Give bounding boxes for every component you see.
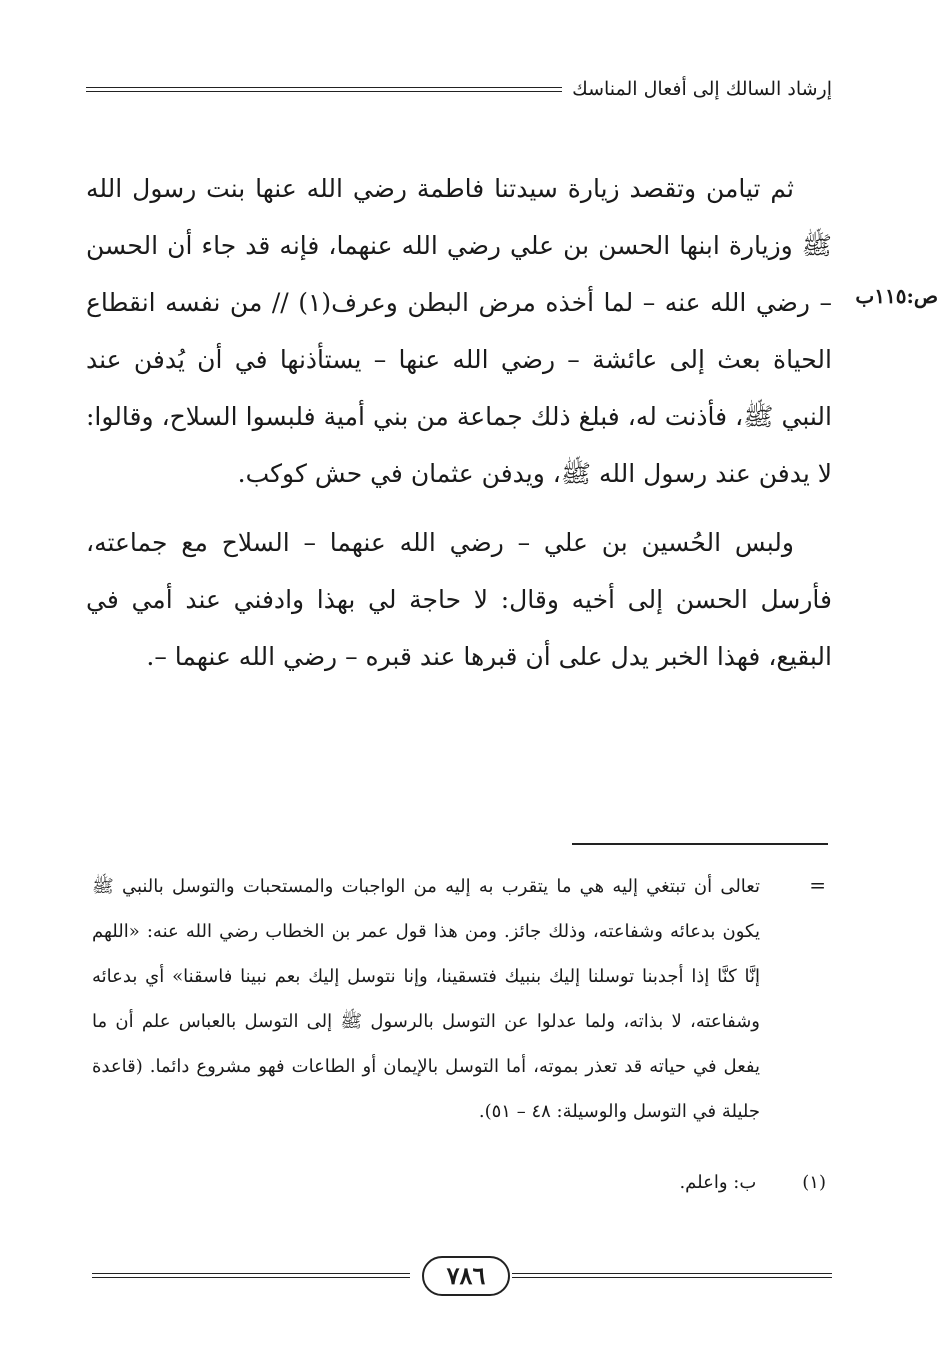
main-text	[86, 160, 832, 685]
margin-manuscript-reference: ص:١١٥ب	[855, 284, 938, 308]
footnote-continuation-text: تعالى أن تبتغي إليه هي ما يتقرب به إليه من الواجبات والمستحبات والتوسل بالنبي ﷺ يكون بدعائه وشفاعته، وذلك جائز. ومن هذا قول عمر بن الخطاب رضي الله عنه: «اللهم إنَّا كنَّا إذا أجدبنا توسلنا إليك بنبيك فتسقينا، وإنا نتوسل إليك بعم نبينا فاسقنا» أي بدعائه وشفاعته، لا بذاته، ولما عدلوا عن التوسل بالرسول ﷺ إلى التوسل بالعباس علم أن ما يفعل في حياته قد تعذر بموته، أما التوسل بالإيمان أو الطاعات فهو مشروع دائما. (قاعدة جليلة في التوسل والوسيلة: ٤٨ – ٥١).	[92, 876, 760, 1122]
footer-rule-right	[512, 1273, 832, 1278]
running-header-title: إرشاد السالك إلى أفعال المناسك	[562, 74, 832, 104]
body-paragraph: ولبس الحُسين بن علي – رضي الله عنهما – السلاح مع جماعته، فأرسل الحسن إلى أخيه وقال: لا حاجة لي بهذا وادفني عند أمي في البقيع، فهذا الخبر يدل على أن قبرها عند قبره – رضي الله عنهما –.	[86, 528, 832, 671]
footnote-separator	[572, 843, 828, 845]
footnote-continuation-mark: =	[809, 873, 826, 897]
footnote-number: (١)	[802, 1172, 826, 1193]
footnotes	[92, 864, 760, 1134]
running-header	[86, 74, 832, 104]
header-rule	[86, 87, 582, 92]
footer-rule-left	[92, 1273, 410, 1278]
page-footer	[92, 1254, 832, 1298]
footnote-item	[679, 1168, 826, 1198]
body-paragraph: ثم تيامن وتقصد زيارة سيدتنا فاطمة رضي الله عنها بنت رسول الله ﷺ وزيارة ابنها الحسن بن علي رضي الله عنهما، فإنه قد جاء أن الحسن – رضي الله عنه – لما أخذه مرض البطن وعرف(١) // من نفسه انقطاع الحياة بعث إلى عائشة – رضي الله عنها – يستأذنها في أن يُدفن عند النبي ﷺ، فأذنت له، فبلغ ذلك جماعة من بني أمية فلبسوا السلاح، وقالوا: لا يدفن عند رسول الله ﷺ، ويدفن عثمان في حش كوكب.	[86, 174, 832, 488]
footnote-text: ب: واعلم.	[679, 1172, 757, 1193]
page-number: ٧٨٦	[422, 1256, 510, 1296]
